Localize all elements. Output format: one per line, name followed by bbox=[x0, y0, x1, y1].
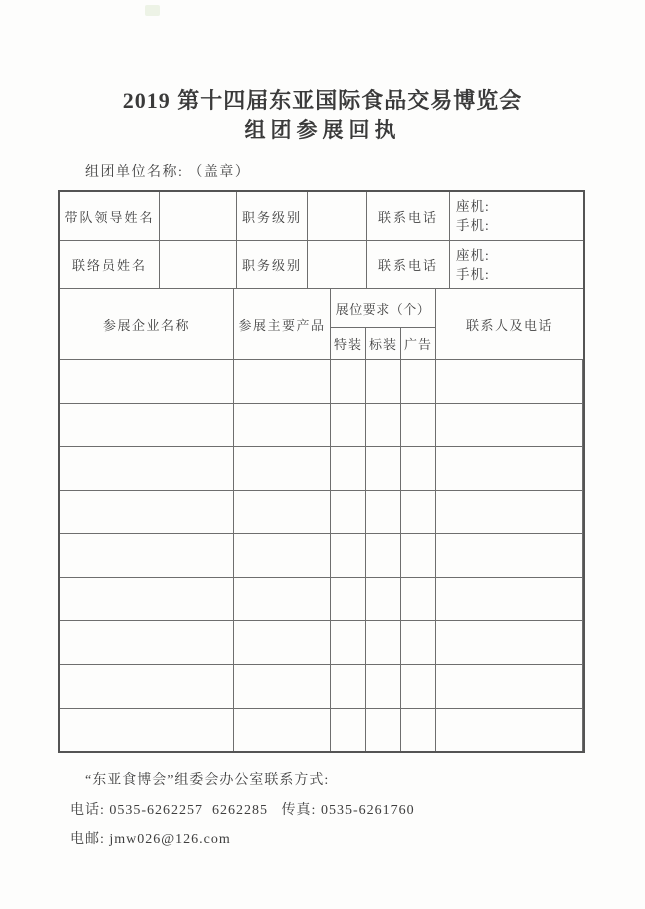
empty-cell bbox=[401, 534, 436, 577]
empty-cell bbox=[234, 578, 331, 621]
empty-cell bbox=[331, 360, 366, 403]
empty-cell bbox=[436, 534, 583, 577]
empty-cell bbox=[401, 491, 436, 534]
empty-cell bbox=[401, 360, 436, 403]
empty-cell bbox=[234, 534, 331, 577]
empty-cell bbox=[436, 578, 583, 621]
liaison-phone-field bbox=[450, 241, 583, 288]
empty-cell bbox=[234, 404, 331, 447]
empty-cell bbox=[436, 665, 583, 708]
liaison-mobile-label: 手机: bbox=[456, 266, 490, 282]
empty-cell bbox=[331, 534, 366, 577]
empty-cell bbox=[401, 578, 436, 621]
empty-cell bbox=[436, 621, 583, 664]
empty-cell bbox=[234, 447, 331, 490]
empty-cell bbox=[366, 404, 401, 447]
leader-name-field bbox=[160, 192, 237, 240]
empty-exhibitor-row bbox=[60, 404, 583, 448]
footer-phone-line: 电话: 0535-6262257 6262285 传真: 0535-6261760 bbox=[70, 803, 415, 818]
liaison-title-field bbox=[308, 241, 367, 288]
footer-email-line: 电邮: jmw026@126.com bbox=[70, 832, 231, 847]
empty-cell bbox=[401, 621, 436, 664]
leader-title-field bbox=[308, 192, 367, 240]
leader-row bbox=[60, 192, 583, 241]
empty-cell bbox=[401, 404, 436, 447]
form-title-line1: 2019 第十四届东亚国际食品交易博览会 bbox=[122, 88, 523, 113]
leader-phone-label: 联系电话 bbox=[367, 192, 450, 240]
empty-cell bbox=[60, 491, 234, 534]
leader-name-label: 带队领导姓名 bbox=[60, 192, 160, 240]
empty-cell bbox=[331, 665, 366, 708]
empty-exhibitor-row bbox=[60, 709, 583, 752]
empty-exhibitor-row bbox=[60, 534, 583, 578]
leader-mobile-label: 手机: bbox=[456, 218, 490, 233]
leader-title-label: 职务级别 bbox=[237, 192, 308, 240]
scan-artifact-mark bbox=[145, 5, 160, 16]
form-title-line2: 组团参展回执 bbox=[244, 118, 401, 142]
empty-exhibitor-row bbox=[60, 578, 583, 622]
empty-cell bbox=[366, 491, 401, 534]
empty-cell bbox=[436, 491, 583, 534]
empty-cell bbox=[234, 665, 331, 708]
empty-cell bbox=[234, 360, 331, 403]
exhibitor-empty-rows bbox=[60, 360, 583, 751]
leader-landline-label: 座机: bbox=[456, 199, 490, 214]
empty-cell bbox=[60, 534, 234, 577]
empty-cell bbox=[366, 578, 401, 621]
empty-cell bbox=[331, 404, 366, 447]
empty-exhibitor-row bbox=[60, 491, 583, 535]
company-header: 参展企业名称 bbox=[60, 289, 234, 359]
contact-header: 联系人及电话 bbox=[465, 317, 553, 333]
empty-cell bbox=[401, 709, 436, 752]
empty-cell bbox=[436, 709, 583, 752]
reply-form-table bbox=[58, 190, 585, 753]
booth-group-header: 展位要求（个） bbox=[331, 289, 436, 328]
empty-exhibitor-row bbox=[60, 447, 583, 491]
empty-cell bbox=[366, 709, 401, 752]
empty-cell bbox=[366, 665, 401, 708]
empty-cell bbox=[60, 447, 234, 490]
empty-cell bbox=[331, 447, 366, 490]
empty-cell bbox=[436, 447, 583, 490]
liaison-landline-label: 座机: bbox=[456, 247, 490, 263]
empty-cell bbox=[234, 621, 331, 664]
empty-cell bbox=[401, 665, 436, 708]
empty-cell bbox=[366, 534, 401, 577]
empty-cell bbox=[60, 578, 234, 621]
product-header: 参展主要产品 bbox=[234, 289, 331, 359]
booth-sub-special: 特装 bbox=[331, 328, 366, 359]
liaison-phone-label: 联系电话 bbox=[367, 241, 450, 288]
empty-cell bbox=[436, 360, 583, 403]
empty-cell bbox=[436, 404, 583, 447]
empty-cell bbox=[366, 621, 401, 664]
empty-exhibitor-row bbox=[60, 360, 583, 404]
booth-subheaders bbox=[331, 328, 436, 359]
group-unit-name-label: 组团单位名称: （盖章） bbox=[85, 165, 251, 180]
booth-sub-standard: 标装 bbox=[366, 328, 401, 359]
empty-cell bbox=[234, 491, 331, 534]
booth-sub-ad: 广告 bbox=[401, 328, 436, 359]
empty-exhibitor-row bbox=[60, 665, 583, 709]
empty-cell bbox=[331, 578, 366, 621]
empty-cell bbox=[401, 447, 436, 490]
empty-exhibitor-row bbox=[60, 621, 583, 665]
footer-office-line: “东亚食博会”组委会办公室联系方式: bbox=[85, 773, 330, 788]
booth-requirement-column bbox=[331, 289, 436, 359]
empty-cell bbox=[331, 491, 366, 534]
empty-cell bbox=[60, 709, 234, 752]
empty-cell bbox=[60, 665, 234, 708]
empty-cell bbox=[331, 709, 366, 752]
liaison-title-label: 职务级别 bbox=[237, 241, 308, 288]
leader-phone-field bbox=[450, 192, 583, 240]
empty-cell bbox=[366, 360, 401, 403]
empty-cell bbox=[331, 621, 366, 664]
liaison-name-label: 联络员姓名 bbox=[60, 241, 160, 288]
empty-cell bbox=[366, 447, 401, 490]
exhibitor-header-row bbox=[60, 289, 583, 360]
empty-cell bbox=[234, 709, 331, 752]
liaison-name-field bbox=[160, 241, 237, 288]
empty-cell bbox=[60, 404, 234, 447]
empty-cell bbox=[60, 621, 234, 664]
empty-cell bbox=[60, 360, 234, 403]
liaison-row bbox=[60, 241, 583, 289]
